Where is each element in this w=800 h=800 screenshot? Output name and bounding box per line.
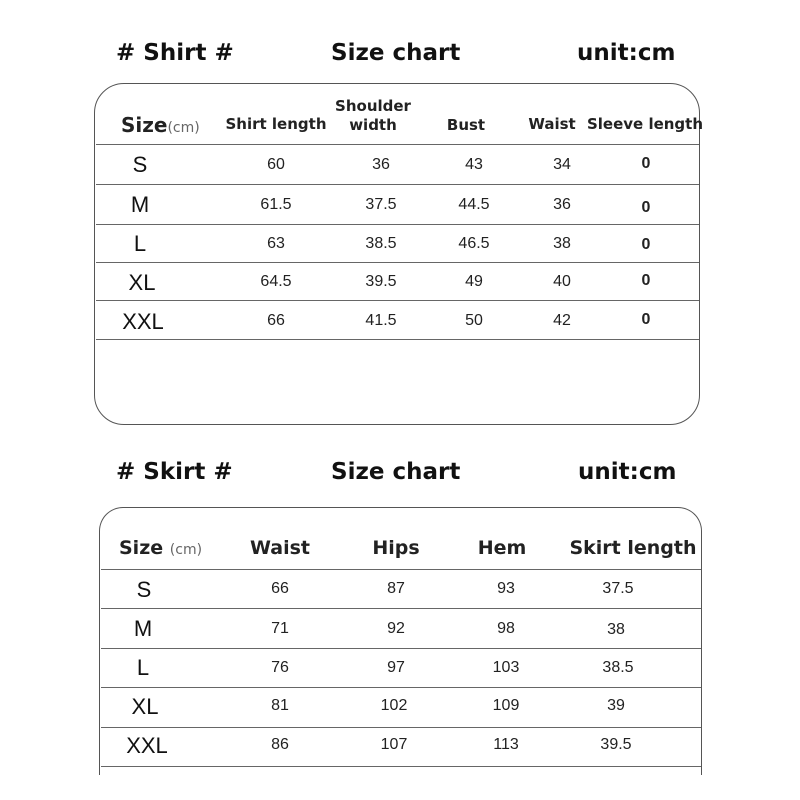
skirt-cell: 98 — [497, 620, 515, 637]
shirt-header-shirt-length: Shirt length — [225, 115, 327, 133]
skirt-cell: 103 — [492, 659, 520, 676]
skirt-size-header-unit: (cm) — [169, 542, 203, 558]
skirt-cell: 93 — [497, 580, 515, 597]
shirt-row-size: XL — [128, 270, 156, 295]
shirt-cell: 37.5 — [365, 196, 397, 213]
skirt-size-chart-title: Size chart — [331, 459, 461, 485]
shirt-cell: 36 — [553, 196, 571, 213]
shirt-size-header-unit: (cm) — [167, 120, 200, 136]
shirt-cell: 41.5 — [365, 312, 397, 329]
shirt-header-shoulder-width — [335, 97, 411, 135]
shirt-size-chart-title: Size chart — [331, 40, 461, 66]
skirt-row-divider — [101, 608, 701, 609]
skirt-cell: 92 — [387, 620, 405, 637]
skirt-cell: 113 — [493, 736, 519, 753]
skirt-header-hem: Hem — [477, 537, 527, 559]
skirt-cell: 38 — [607, 621, 625, 638]
skirt-row-size: S — [136, 577, 152, 602]
shirt-row-size: M — [130, 192, 150, 217]
shirt-cell: 0 — [641, 236, 651, 253]
shirt-cell: 43 — [465, 156, 483, 173]
shirt-row-divider — [96, 300, 699, 301]
skirt-cell: 87 — [387, 580, 405, 597]
skirt-row-divider — [101, 766, 701, 767]
skirt-cell: 38.5 — [602, 659, 634, 676]
shirt-cell: 0 — [641, 155, 651, 172]
skirt-size-header — [119, 537, 202, 559]
skirt-cell: 37.5 — [602, 580, 634, 597]
shirt-row-divider — [96, 224, 699, 225]
shirt-header-shoulder-line1: Shoulder — [335, 97, 411, 115]
skirt-section-title: # Skirt # — [116, 459, 233, 485]
shirt-row-divider — [96, 262, 699, 263]
shirt-cell: 39.5 — [365, 273, 397, 290]
skirt-header-skirt-length: Skirt length — [569, 537, 697, 559]
shirt-header-waist: Waist — [528, 115, 576, 133]
skirt-cell: 107 — [380, 736, 408, 753]
skirt-cell: 39 — [607, 697, 625, 714]
skirt-row-divider — [101, 727, 701, 728]
skirt-row-divider — [101, 648, 701, 649]
skirt-cell: 71 — [271, 620, 289, 637]
skirt-cell: 86 — [271, 736, 289, 753]
shirt-row-size: L — [133, 231, 147, 256]
skirt-cell: 102 — [380, 697, 408, 714]
skirt-row-divider — [101, 569, 701, 570]
skirt-header-hips: Hips — [372, 537, 420, 559]
shirt-cell: 38.5 — [365, 235, 397, 252]
shirt-size-header — [121, 113, 200, 138]
skirt-size-header-label: Size — [119, 537, 164, 559]
shirt-cell: 60 — [267, 156, 285, 173]
shirt-cell: 66 — [267, 312, 285, 329]
shirt-row-size: XXL — [122, 309, 164, 334]
skirt-row-size: L — [136, 655, 150, 680]
shirt-cell: 42 — [553, 312, 571, 329]
shirt-cell: 64.5 — [260, 273, 292, 290]
skirt-cell: 66 — [271, 580, 289, 597]
shirt-cell: 38 — [553, 235, 571, 252]
shirt-size-header-label: Size — [121, 113, 168, 137]
skirt-unit-label: unit:cm — [578, 459, 677, 485]
shirt-row-divider — [96, 339, 699, 340]
shirt-row-divider — [96, 184, 699, 185]
shirt-cell: 0 — [641, 272, 651, 289]
shirt-cell: 0 — [641, 199, 651, 216]
skirt-cell: 109 — [492, 697, 520, 714]
skirt-row-divider — [101, 687, 701, 688]
shirt-cell: 50 — [465, 312, 483, 329]
shirt-header-sleeve-length: Sleeve length — [586, 115, 704, 133]
shirt-cell: 49 — [465, 273, 483, 290]
skirt-row-size: XXL — [126, 733, 168, 758]
skirt-size-table — [99, 507, 702, 775]
shirt-row-divider — [96, 144, 699, 145]
shirt-cell: 46.5 — [458, 235, 490, 252]
skirt-row-size: XL — [131, 694, 159, 719]
shirt-header-bust: Bust — [446, 116, 486, 134]
skirt-cell: 97 — [387, 659, 405, 676]
shirt-row-size: S — [132, 152, 148, 177]
shirt-size-table — [94, 83, 704, 425]
skirt-row-size: M — [133, 616, 153, 641]
skirt-header-waist: Waist — [249, 537, 311, 559]
skirt-cell: 39.5 — [600, 736, 632, 753]
shirt-cell: 40 — [553, 273, 571, 290]
shirt-cell: 61.5 — [260, 196, 292, 213]
shirt-section-title: # Shirt # — [116, 40, 234, 66]
shirt-header-shoulder-line2: width — [349, 116, 397, 134]
shirt-cell: 0 — [641, 311, 651, 328]
shirt-cell: 63 — [267, 235, 285, 252]
shirt-unit-label: unit:cm — [577, 40, 676, 66]
shirt-cell: 36 — [372, 156, 390, 173]
shirt-cell: 44.5 — [458, 196, 490, 213]
skirt-cell: 81 — [271, 697, 289, 714]
skirt-cell: 76 — [271, 659, 289, 676]
shirt-cell: 34 — [553, 156, 571, 173]
